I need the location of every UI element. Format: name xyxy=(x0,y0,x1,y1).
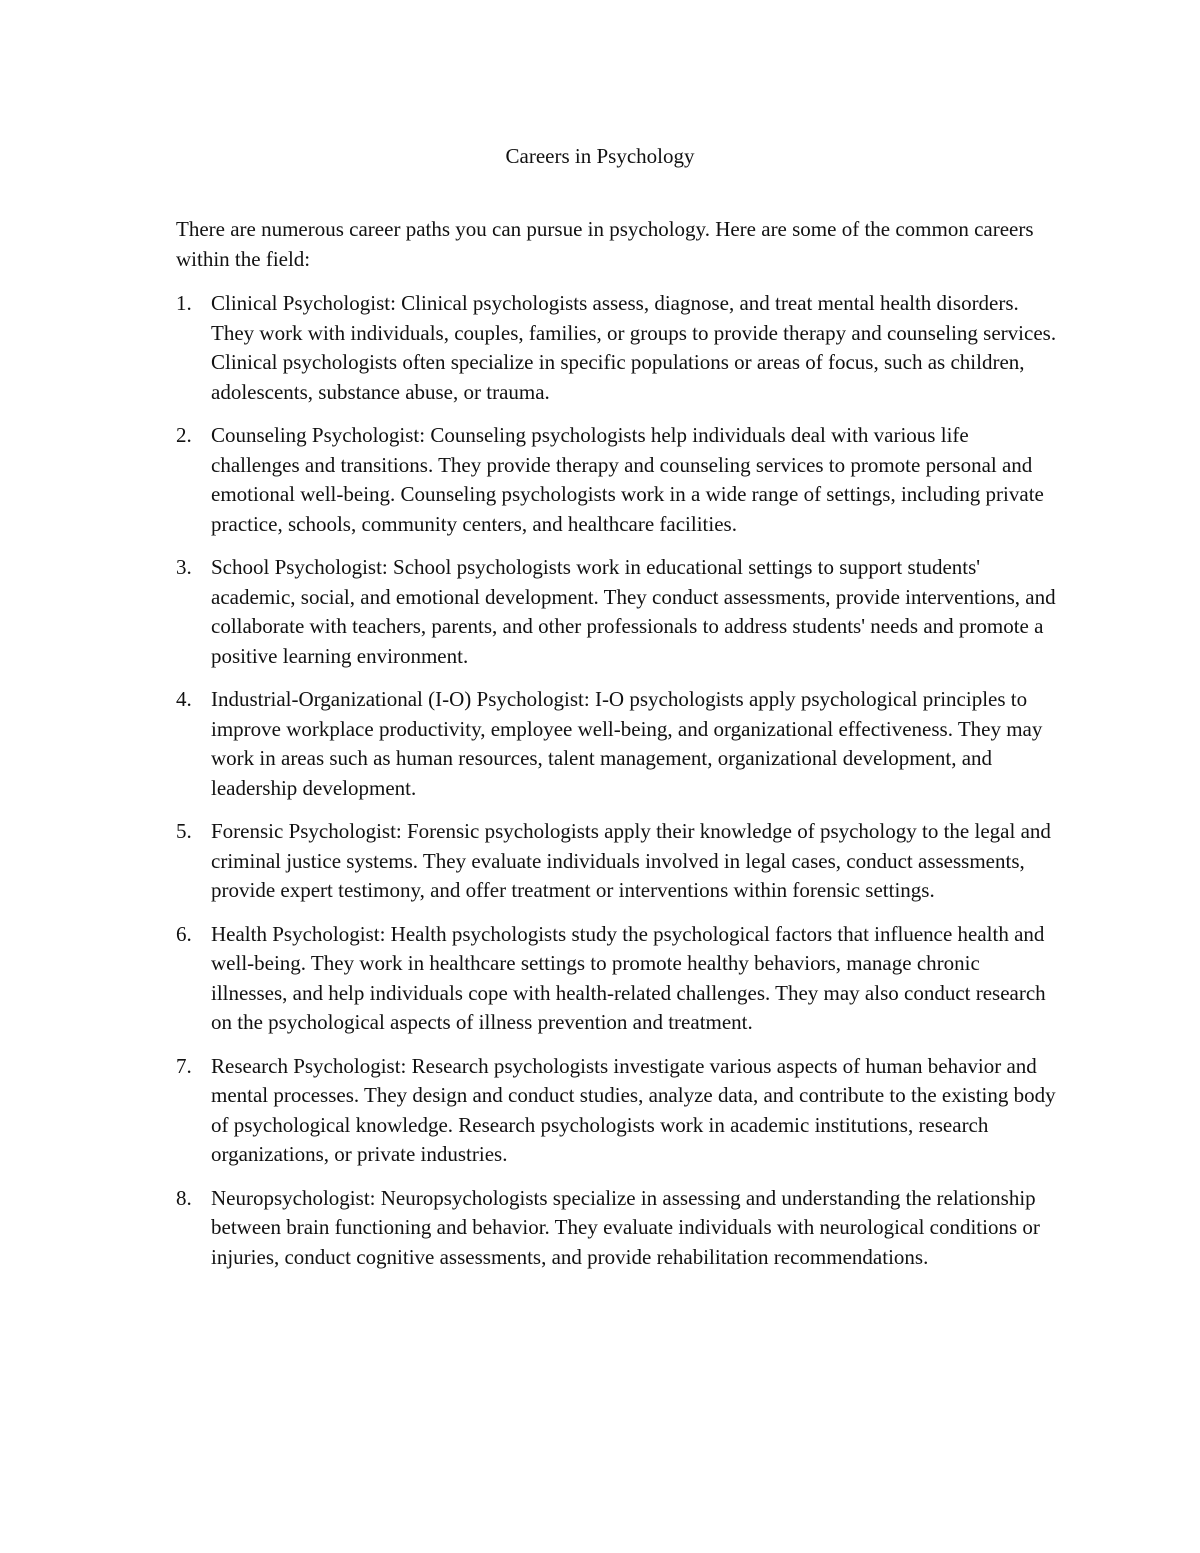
career-item-industrial-organizational xyxy=(0,685,1200,803)
list-number: 8. xyxy=(176,1185,192,1210)
list-number: 4. xyxy=(176,687,192,711)
list-number: 3. xyxy=(176,555,192,579)
career-item-clinical xyxy=(0,289,1200,407)
career-description: Neuropsychologist: Neuropsychologists specialize in assessing and understanding the relationship between brain functioning and behavior. They evaluate individuals with neurological conditions or injuries, conduct cognitive assessments, and provide rehabilitation recommendations. xyxy=(211,1185,1040,1269)
intro-paragraph: There are numerous career paths you can pursue in psychology. Here are some of the common careers within the field: xyxy=(176,217,1034,271)
career-description: Research Psychologist: Research psychologists investigate various aspects of human behavior and mental processes. They design and conduct studies, analyze data, and contribute to the existing body of psychological knowledge. Research psychologists work in academic institutions, research organizations, or private industries. xyxy=(211,1053,1056,1166)
list-number: 7. xyxy=(176,1053,192,1078)
career-item-health xyxy=(0,920,1200,1038)
career-description: Clinical Psychologist: Clinical psychologists assess, diagnose, and treat mental health disorders. They work with individuals, couples, families, or groups to provide therapy and counseling services. Clinical psychologists often specialize in specific populations or areas of focus, such as children, adolescents, substance abuse, or trauma. xyxy=(211,291,1057,404)
career-description: Forensic Psychologist: Forensic psychologists apply their knowledge of psychology to the legal and criminal justice systems. They evaluate individuals involved in legal cases, conduct assessments, provide expert testimony, and offer treatment or interventions within forensic settings. xyxy=(211,819,1051,902)
career-item-counseling xyxy=(0,421,1200,539)
career-description: Industrial-Organizational (I-O) Psychologist: I-O psychologists apply psychological principles to improve workplace productivity, employee well-being, and organizational effectiveness. They may work in areas such as human resources, talent management, organizational development, and leadership development. xyxy=(211,687,1043,800)
career-description: Health Psychologist: Health psychologists study the psychological factors that influence health and well-being. They work in healthcare settings to promote healthy behaviors, manage chronic illnesses, and help individuals cope with health-related challenges. They may also conduct research on the psychological aspects of illness prevention and treatment. xyxy=(211,921,1046,1034)
career-description: School Psychologist: School psychologists work in educational settings to support students' academic, social, and emotional development. They conduct assessments, provide interventions, and collaborate with teachers, parents, and other professionals to address students' needs and promote a positive learning environment. xyxy=(211,555,1056,668)
career-item-forensic xyxy=(0,817,1200,906)
document-title: Careers in Psychology xyxy=(505,144,695,168)
list-number: 1. xyxy=(176,291,192,315)
list-number: 6. xyxy=(176,921,192,946)
career-description: Counseling Psychologist: Counseling psychologists help individuals deal with various life challenges and transitions. They provide therapy and counseling services to promote personal and emotional well-being. Counseling psychologists work in a wide range of settings, including private practice, schools, community centers, and healthcare facilities. xyxy=(211,423,1044,536)
career-item-research xyxy=(0,1052,1200,1170)
careers-list xyxy=(0,289,1200,1286)
list-number: 2. xyxy=(176,423,192,447)
career-item-neuropsychologist xyxy=(0,1184,1200,1273)
list-number: 5. xyxy=(176,819,192,843)
career-item-school xyxy=(0,553,1200,671)
